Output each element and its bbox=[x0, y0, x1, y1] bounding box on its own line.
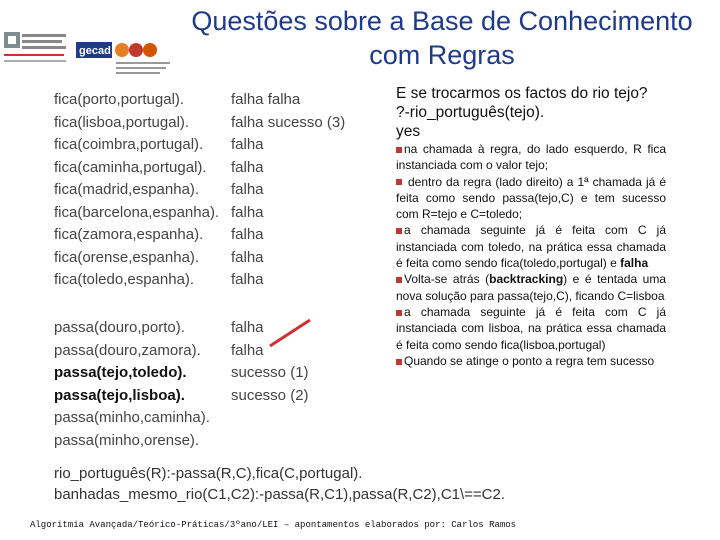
answer-text: yes bbox=[396, 123, 421, 140]
fact-row: fica(lisboa,portugal). bbox=[54, 113, 190, 131]
fact-row: fica(orense,espanha). bbox=[54, 248, 200, 266]
footer-text: Algoritmia Avançada/Teórico-Práticas/3ºano/LEI – apontamentos elaborados por: Carlos Ramos bbox=[30, 520, 517, 530]
fact-row: fica(madrid,espanha). bbox=[54, 181, 200, 198]
result-row: falha bbox=[231, 203, 264, 221]
fica-results-list bbox=[231, 89, 391, 292]
passa-result: sucesso (1) bbox=[231, 364, 309, 381]
department-logo bbox=[2, 28, 70, 76]
gecad-logo bbox=[76, 40, 172, 76]
bullet-item: Volta-se atrás (backtracking) e é tentada uma nova solução para passa(tejo,C), ficando C=lisboa bbox=[396, 272, 667, 303]
passa-row: passa(minho,orense). bbox=[54, 431, 200, 449]
rule-line: rio_português(R):-passa(R,C),fica(C,portugal). bbox=[54, 465, 363, 482]
passa-row-bold: passa(tejo,toledo). bbox=[54, 364, 187, 381]
explanation-panel bbox=[396, 84, 666, 369]
fact-row: fica(barcelona,espanha). bbox=[54, 203, 220, 221]
result-row: falha bbox=[231, 271, 264, 288]
fact-row: fica(caminha,portugal). bbox=[54, 158, 207, 176]
page-title bbox=[172, 4, 712, 72]
title-line-2: com Regras bbox=[369, 40, 515, 70]
fact-row: fica(porto,portugal). bbox=[54, 91, 185, 108]
bullet-square-icon bbox=[396, 228, 402, 234]
strike-line bbox=[268, 318, 312, 348]
passa-result: falha bbox=[231, 341, 264, 359]
bullet-square-icon bbox=[396, 277, 402, 283]
result-row: falha sucesso (3) bbox=[231, 113, 346, 131]
fact-row: fica(toledo,espanha). bbox=[54, 271, 195, 288]
bullet-square-icon bbox=[396, 310, 402, 316]
bullet-square-icon bbox=[396, 359, 402, 365]
result-row: falha bbox=[231, 248, 264, 266]
passa-result: sucesso (2) bbox=[231, 386, 309, 404]
passa-row-bold: passa(tejo,lisboa). bbox=[54, 386, 185, 404]
result-row: falha bbox=[231, 226, 264, 243]
result-row: falha falha bbox=[231, 91, 301, 108]
query-text: ?-rio_português(tejo). bbox=[396, 104, 545, 121]
fica-facts-list bbox=[54, 89, 234, 292]
passa-row: passa(minho,caminha). bbox=[54, 409, 210, 426]
fact-row: fica(coimbra,portugal). bbox=[54, 136, 204, 153]
question-text: E se trocarmos os factos do rio tejo? bbox=[396, 85, 648, 102]
bullet-square-icon bbox=[396, 179, 402, 185]
bullet-square-icon bbox=[396, 147, 402, 153]
passa-row: passa(douro,porto). bbox=[54, 319, 185, 336]
rule-line: banhadas_mesmo_rio(C1,C2):-passa(R,C1),passa(R,C2),C1\==C2. bbox=[54, 486, 506, 503]
bullet-item: dentro da regra (lado direito) a 1ª chamada já é feita como sendo passa(tejo,C) e tem sucesso com R=tejo e C=toledo; bbox=[396, 174, 666, 222]
result-row: falha bbox=[231, 158, 264, 176]
bullet-item: na chamada à regra, do lado esquerdo, R fica instanciada com o valor tejo; bbox=[396, 142, 666, 173]
bullet-item: a chamada seguinte já é feita com C já instanciada com lisboa, na prática essa chamada é feita como sendo fica(lisboa,portugal) bbox=[396, 304, 666, 352]
passa-facts-list bbox=[54, 317, 234, 452]
result-row: falha bbox=[231, 181, 264, 198]
rules-block bbox=[54, 463, 554, 505]
passa-row: passa(douro,zamora). bbox=[54, 341, 201, 359]
result-row: falha bbox=[231, 136, 264, 153]
svg-text:gecad: gecad bbox=[79, 45, 111, 57]
bullet-item: a chamada seguinte já é feita com C já instanciada com toledo, na prática essa chamada é feita como sendo fica(toledo,portugal) e falha bbox=[396, 223, 666, 271]
bullet-item: Quando se atinge o ponto a regra tem sucesso bbox=[396, 353, 666, 369]
passa-result: falha bbox=[231, 319, 264, 336]
title-line-1: Questões sobre a Base de Conhecimento bbox=[191, 6, 693, 36]
fact-row: fica(zamora,espanha). bbox=[54, 226, 204, 243]
